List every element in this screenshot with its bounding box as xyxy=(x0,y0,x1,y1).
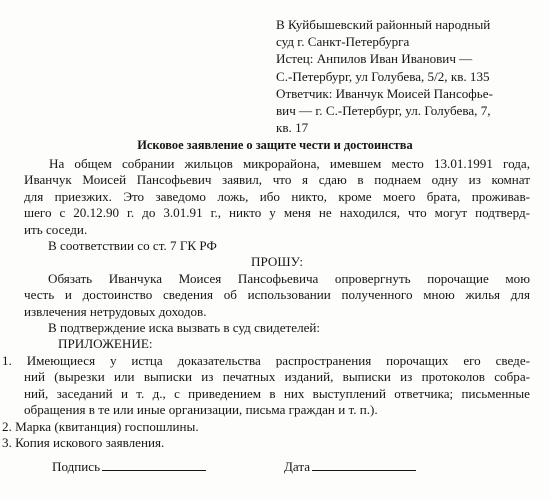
date-label: Дата xyxy=(284,459,311,474)
body-line: Иванчук Моисей Пансофьевич заявил, что я сдаю в поднаем одну из комнат xyxy=(24,172,530,188)
addressee-line: Ответчик: Иванчук Моисей Пансофье- xyxy=(276,85,493,101)
addressee-line: В Куйбышевский районный народный xyxy=(276,17,491,32)
attachment-item: 3. Копия искового заявления. xyxy=(2,434,165,450)
addressee-block xyxy=(276,16,538,136)
document-body xyxy=(2,156,530,451)
request-heading: ПРОШУ: xyxy=(251,254,303,270)
body-line: для приезжих. Это заведомо ложь, ибо никто, кроме моего брата, проживав- xyxy=(24,188,530,204)
body-line: шего с 20.12.90 г. до 3.01.91 г., никто у меня не находился, что могут подтверд- xyxy=(24,205,530,221)
request-line: Обязать Иванчука Моисея Пансофьевича опровергнуть порочащие мою xyxy=(48,270,530,286)
body-line: На общем собрании жильцов микрорайона, имевшем место 13.01.1991 года, xyxy=(49,156,530,171)
signature-blank-line xyxy=(102,458,206,471)
date-field xyxy=(284,458,416,475)
attachments-heading: ПРИЛОЖЕНИЕ: xyxy=(58,336,153,352)
attachment-item: ний, заседаний и т. д., с приведением в них выступлений ответчика; письменные xyxy=(24,385,530,401)
body-line: ить соседи. xyxy=(24,221,88,237)
document-title: Исковое заявление о защите чести и достоинства xyxy=(137,138,413,152)
attachment-item: обращения в те или иные организации, письма граждан и т. п.). xyxy=(24,402,378,418)
addressee-line: Истец: Анпилов Иван Иванович — xyxy=(276,51,473,67)
witnesses-line: В подтверждение иска вызвать в суд свидетелей: xyxy=(48,320,321,336)
signature-label: Подпись xyxy=(52,459,101,474)
addressee-line: вич — г. С.-Петербург, ул. Голубева, 7, xyxy=(276,103,491,119)
date-blank-line xyxy=(312,458,416,471)
addressee-line: кв. 17 xyxy=(276,120,309,136)
request-line: честь и достоинство сведения об использовании полученного мною жилья для xyxy=(24,287,530,303)
request-line: извлечения нетрудовых доходов. xyxy=(24,303,207,319)
signature-field xyxy=(52,458,206,475)
law-reference: В соответствии со ст. 7 ГК РФ xyxy=(48,238,217,254)
attachment-item: 1. Имеющиеся у истца доказательства распространения порочащих его сведе- xyxy=(2,352,530,368)
addressee-line: суд г. Санкт-Петербурга xyxy=(276,34,410,50)
attachment-item: 2. Марка (квитанция) госпошлины. xyxy=(2,418,199,434)
attachment-item: ний (вырезки или выписки из печатных изданий, выписки из протоколов собра- xyxy=(24,369,530,385)
addressee-line: С.-Петербург, ул Голубева, 5/2, кв. 135 xyxy=(276,68,490,84)
